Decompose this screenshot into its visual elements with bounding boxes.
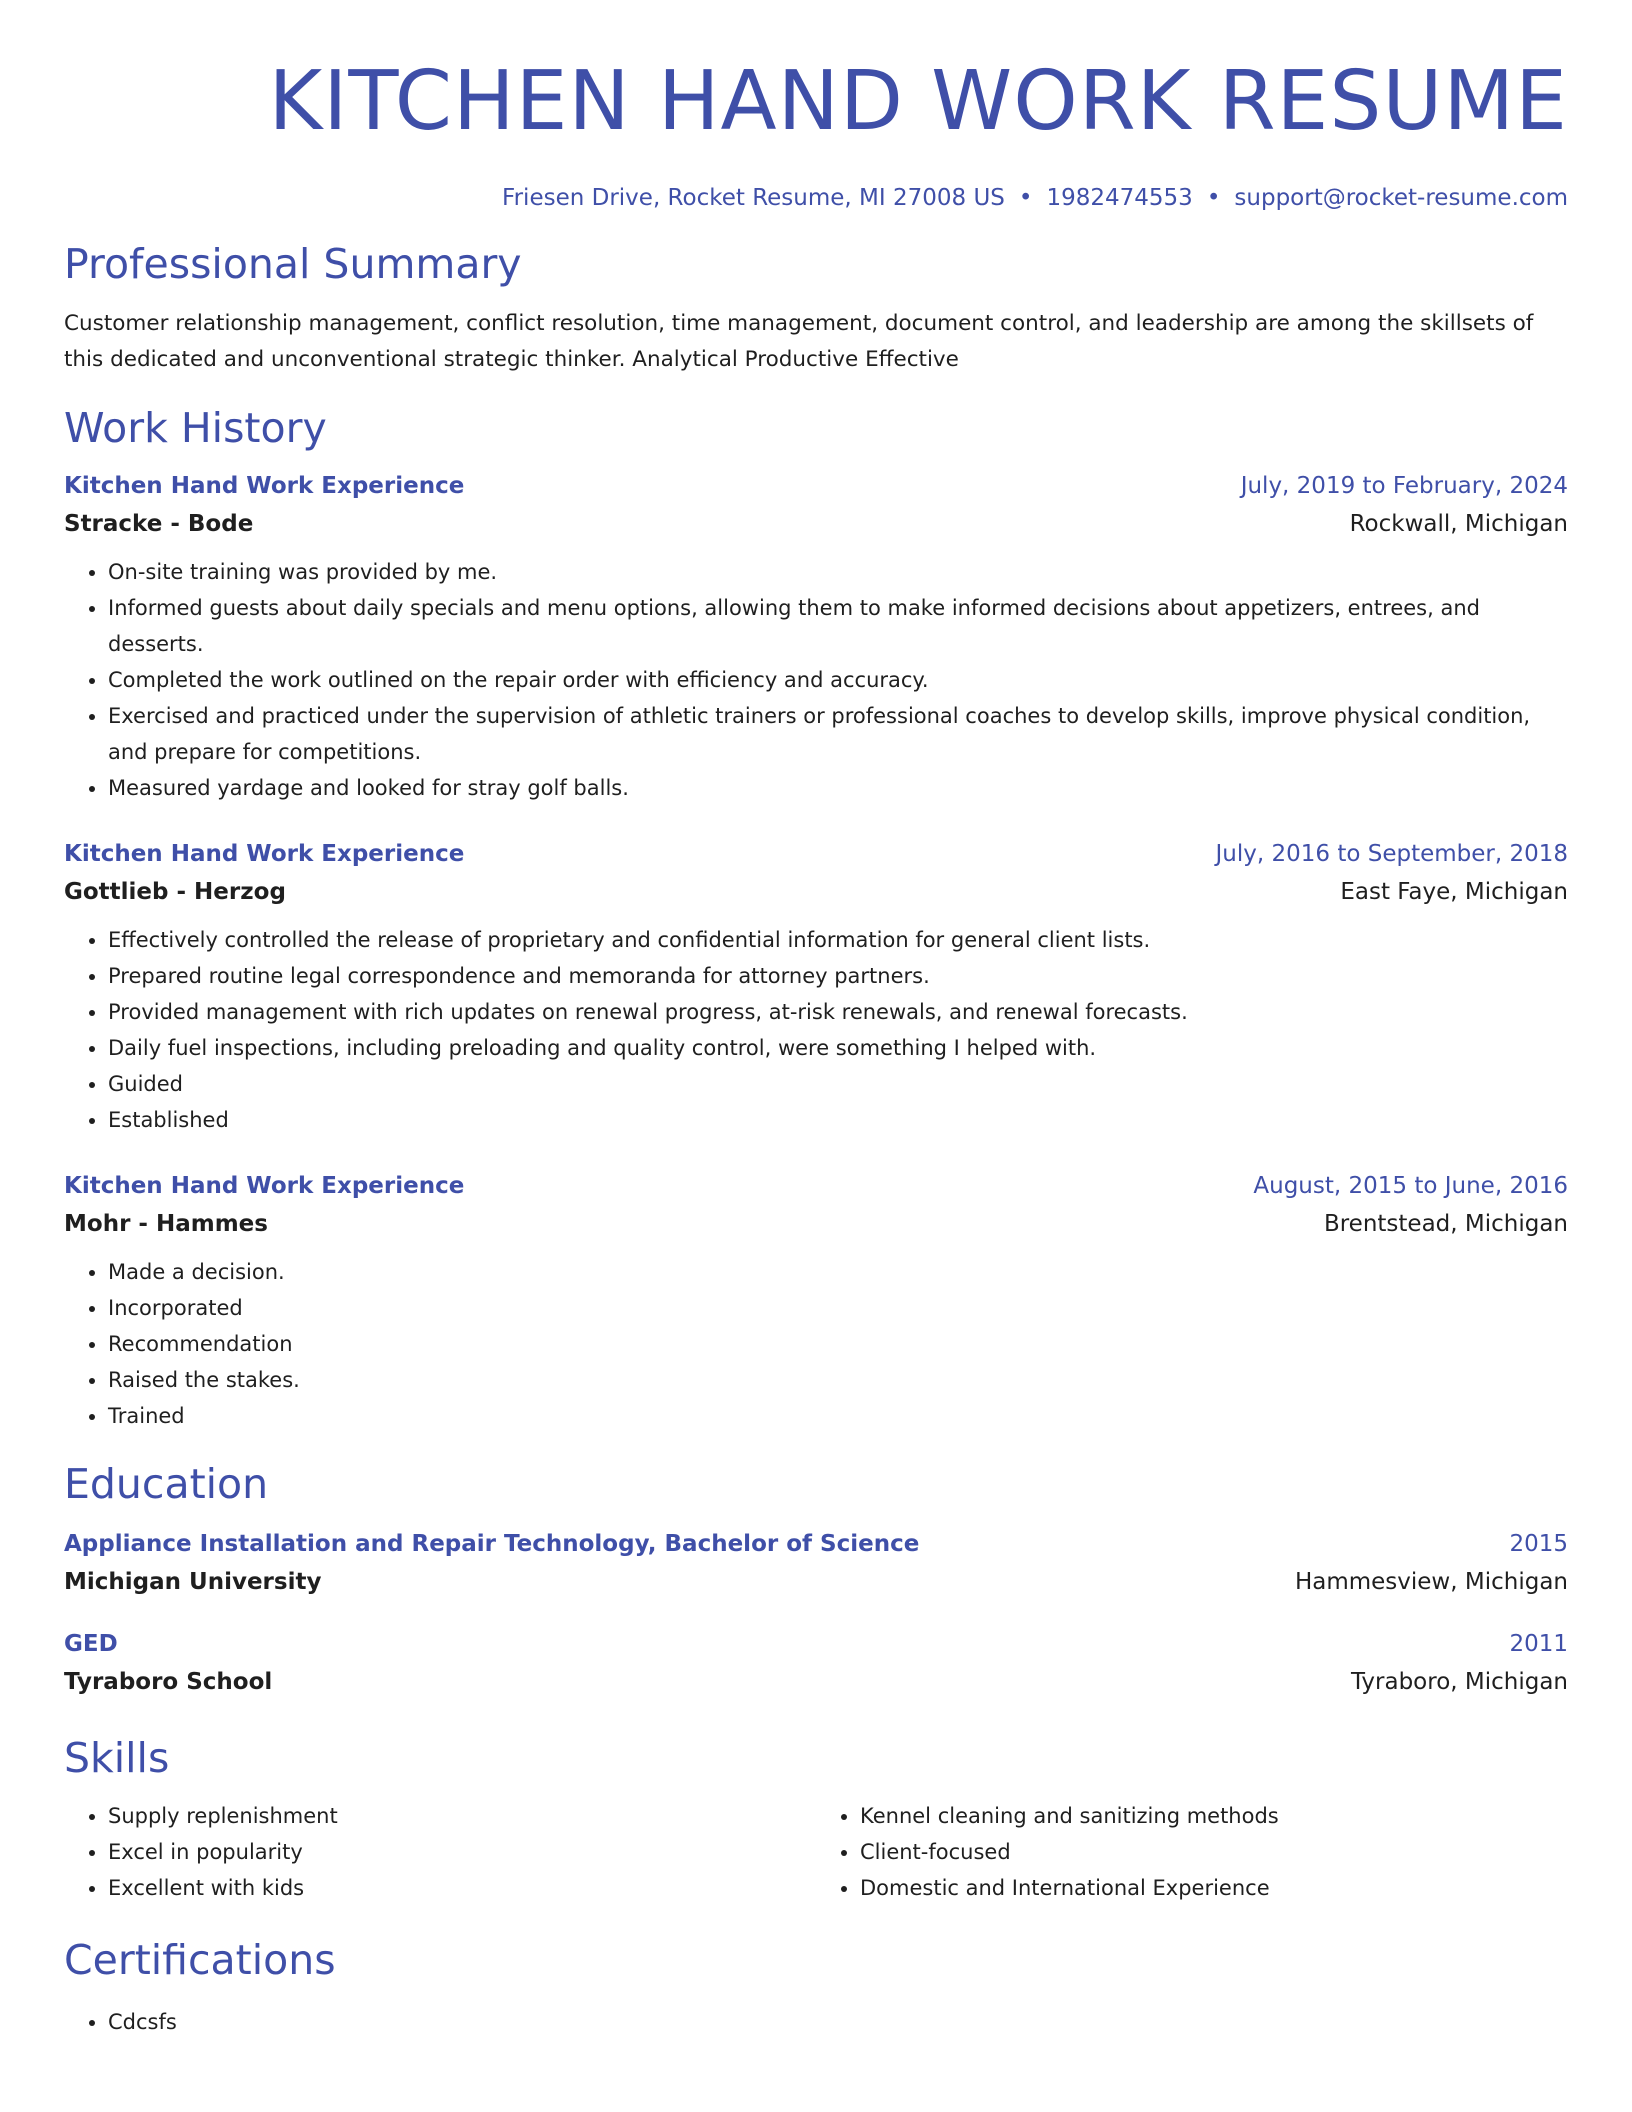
job-role: Kitchen Hand Work Experience (64, 1173, 465, 1199)
job-role: Kitchen Hand Work Experience (64, 841, 465, 867)
contact-address: Friesen Drive, Rocket Resume, MI 27008 US (502, 185, 1005, 211)
education-school: Michigan University (64, 1569, 322, 1595)
job-company: Stracke - Bode (64, 511, 254, 537)
skill-item: • Supply replenishment (108, 1798, 816, 1834)
contact-separator: • (1018, 185, 1033, 211)
contact-phone: 1982474553 (1046, 185, 1193, 211)
resume-title: KITCHEN HAND WORK RESUME (268, 54, 1568, 149)
job-entry (64, 1168, 1568, 1434)
education-year: 2011 (1509, 1631, 1568, 1657)
summary-text: Customer relationship management, conflict resolution, time management, document control, and leadership are among the skillsets of this dedicated and unconventional strategic thinker. Analytical Productive Effective (64, 311, 1534, 372)
job-duty-item: • Trained (108, 1398, 1568, 1434)
job-duty-item: • Measured yardage and looked for stray golf balls. (108, 770, 1568, 806)
education-school: Tyraboro School (64, 1669, 273, 1695)
job-duty-item: • Completed the work outlined on the repair order with efficiency and accuracy. (108, 662, 1568, 698)
job-dates: July, 2019 to February, 2024 (1240, 473, 1568, 499)
skills-heading: Skills (64, 1734, 170, 1782)
job-duty-item: • Established (108, 1102, 1568, 1138)
job-duty-item: • Guided (108, 1066, 1568, 1102)
job-entry (64, 836, 1568, 1138)
skill-item: • Client-focused (860, 1834, 1568, 1870)
summary-heading: Professional Summary (64, 240, 522, 288)
job-entry (64, 468, 1568, 806)
skill-item: • Excellent with kids (108, 1870, 816, 1906)
education-entry (64, 1626, 1568, 1702)
job-duty-item: • Made a decision. (108, 1254, 1568, 1290)
contact-separator: • (1206, 185, 1221, 211)
skills-grid (64, 1798, 1568, 1906)
skill-item: • Domestic and International Experience (860, 1870, 1568, 1906)
skill-item: • Kennel cleaning and sanitizing methods (860, 1798, 1568, 1834)
skills-list-left (64, 1798, 816, 1906)
education-degree: GED (64, 1631, 118, 1657)
job-duty-item: • On-site training was provided by me. (108, 554, 1568, 590)
job-duty-item: • Daily fuel inspections, including preloading and quality control, were something I helped with. (108, 1030, 1568, 1066)
skills-list-right (816, 1798, 1568, 1906)
job-duty-item: • Raised the stakes. (108, 1362, 1568, 1398)
job-location: Brentstead, Michigan (1323, 1211, 1568, 1237)
job-duties-list (64, 554, 1568, 806)
job-duty-item: • Provided management with rich updates on renewal progress, at-risk renewals, and renewal forecasts. (108, 994, 1568, 1030)
certifications-heading: Certifications (64, 1936, 336, 1984)
resume-header (64, 0, 1568, 214)
job-dates: August, 2015 to June, 2016 (1253, 1173, 1568, 1199)
work-history-heading: Work History (64, 404, 327, 452)
contact-email[interactable]: support@rocket-resume.com (1234, 185, 1568, 211)
certification-item: • Cdcsfs (108, 2004, 1568, 2040)
job-duty-item: • Recommendation (108, 1326, 1568, 1362)
skill-item: • Excel in popularity (108, 1834, 816, 1870)
education-year: 2015 (1509, 1531, 1568, 1557)
job-duty-item: • Effectively controlled the release of proprietary and confidential information for general client lists. (108, 922, 1568, 958)
job-company: Gottlieb - Herzog (64, 879, 286, 905)
education-location: Tyraboro, Michigan (1350, 1669, 1568, 1695)
contact-line (64, 182, 1568, 214)
job-location: Rockwall, Michigan (1349, 511, 1568, 537)
job-location: East Faye, Michigan (1340, 879, 1568, 905)
education-location: Hammesview, Michigan (1294, 1569, 1568, 1595)
job-duties-list (64, 922, 1568, 1138)
job-role: Kitchen Hand Work Experience (64, 473, 465, 499)
education-heading: Education (64, 1460, 269, 1508)
certifications-list (64, 2004, 1568, 2040)
education-degree: Appliance Installation and Repair Technology, Bachelor of Science (64, 1531, 920, 1557)
education-entry (64, 1526, 1568, 1602)
job-duty-item: • Incorporated (108, 1290, 1568, 1326)
job-company: Mohr - Hammes (64, 1211, 268, 1237)
job-duties-list (64, 1254, 1568, 1434)
job-duty-item: • Informed guests about daily specials and menu options, allowing them to make informed decisions about appetizers, entrees, and desserts. (108, 590, 1568, 662)
job-duty-item: • Exercised and practiced under the supervision of athletic trainers or professional coaches to develop skills, improve physical condition, and prepare for competitions. (108, 698, 1568, 770)
job-dates: July, 2016 to September, 2018 (1215, 841, 1568, 867)
job-duty-item: • Prepared routine legal correspondence and memoranda for attorney partners. (108, 958, 1568, 994)
